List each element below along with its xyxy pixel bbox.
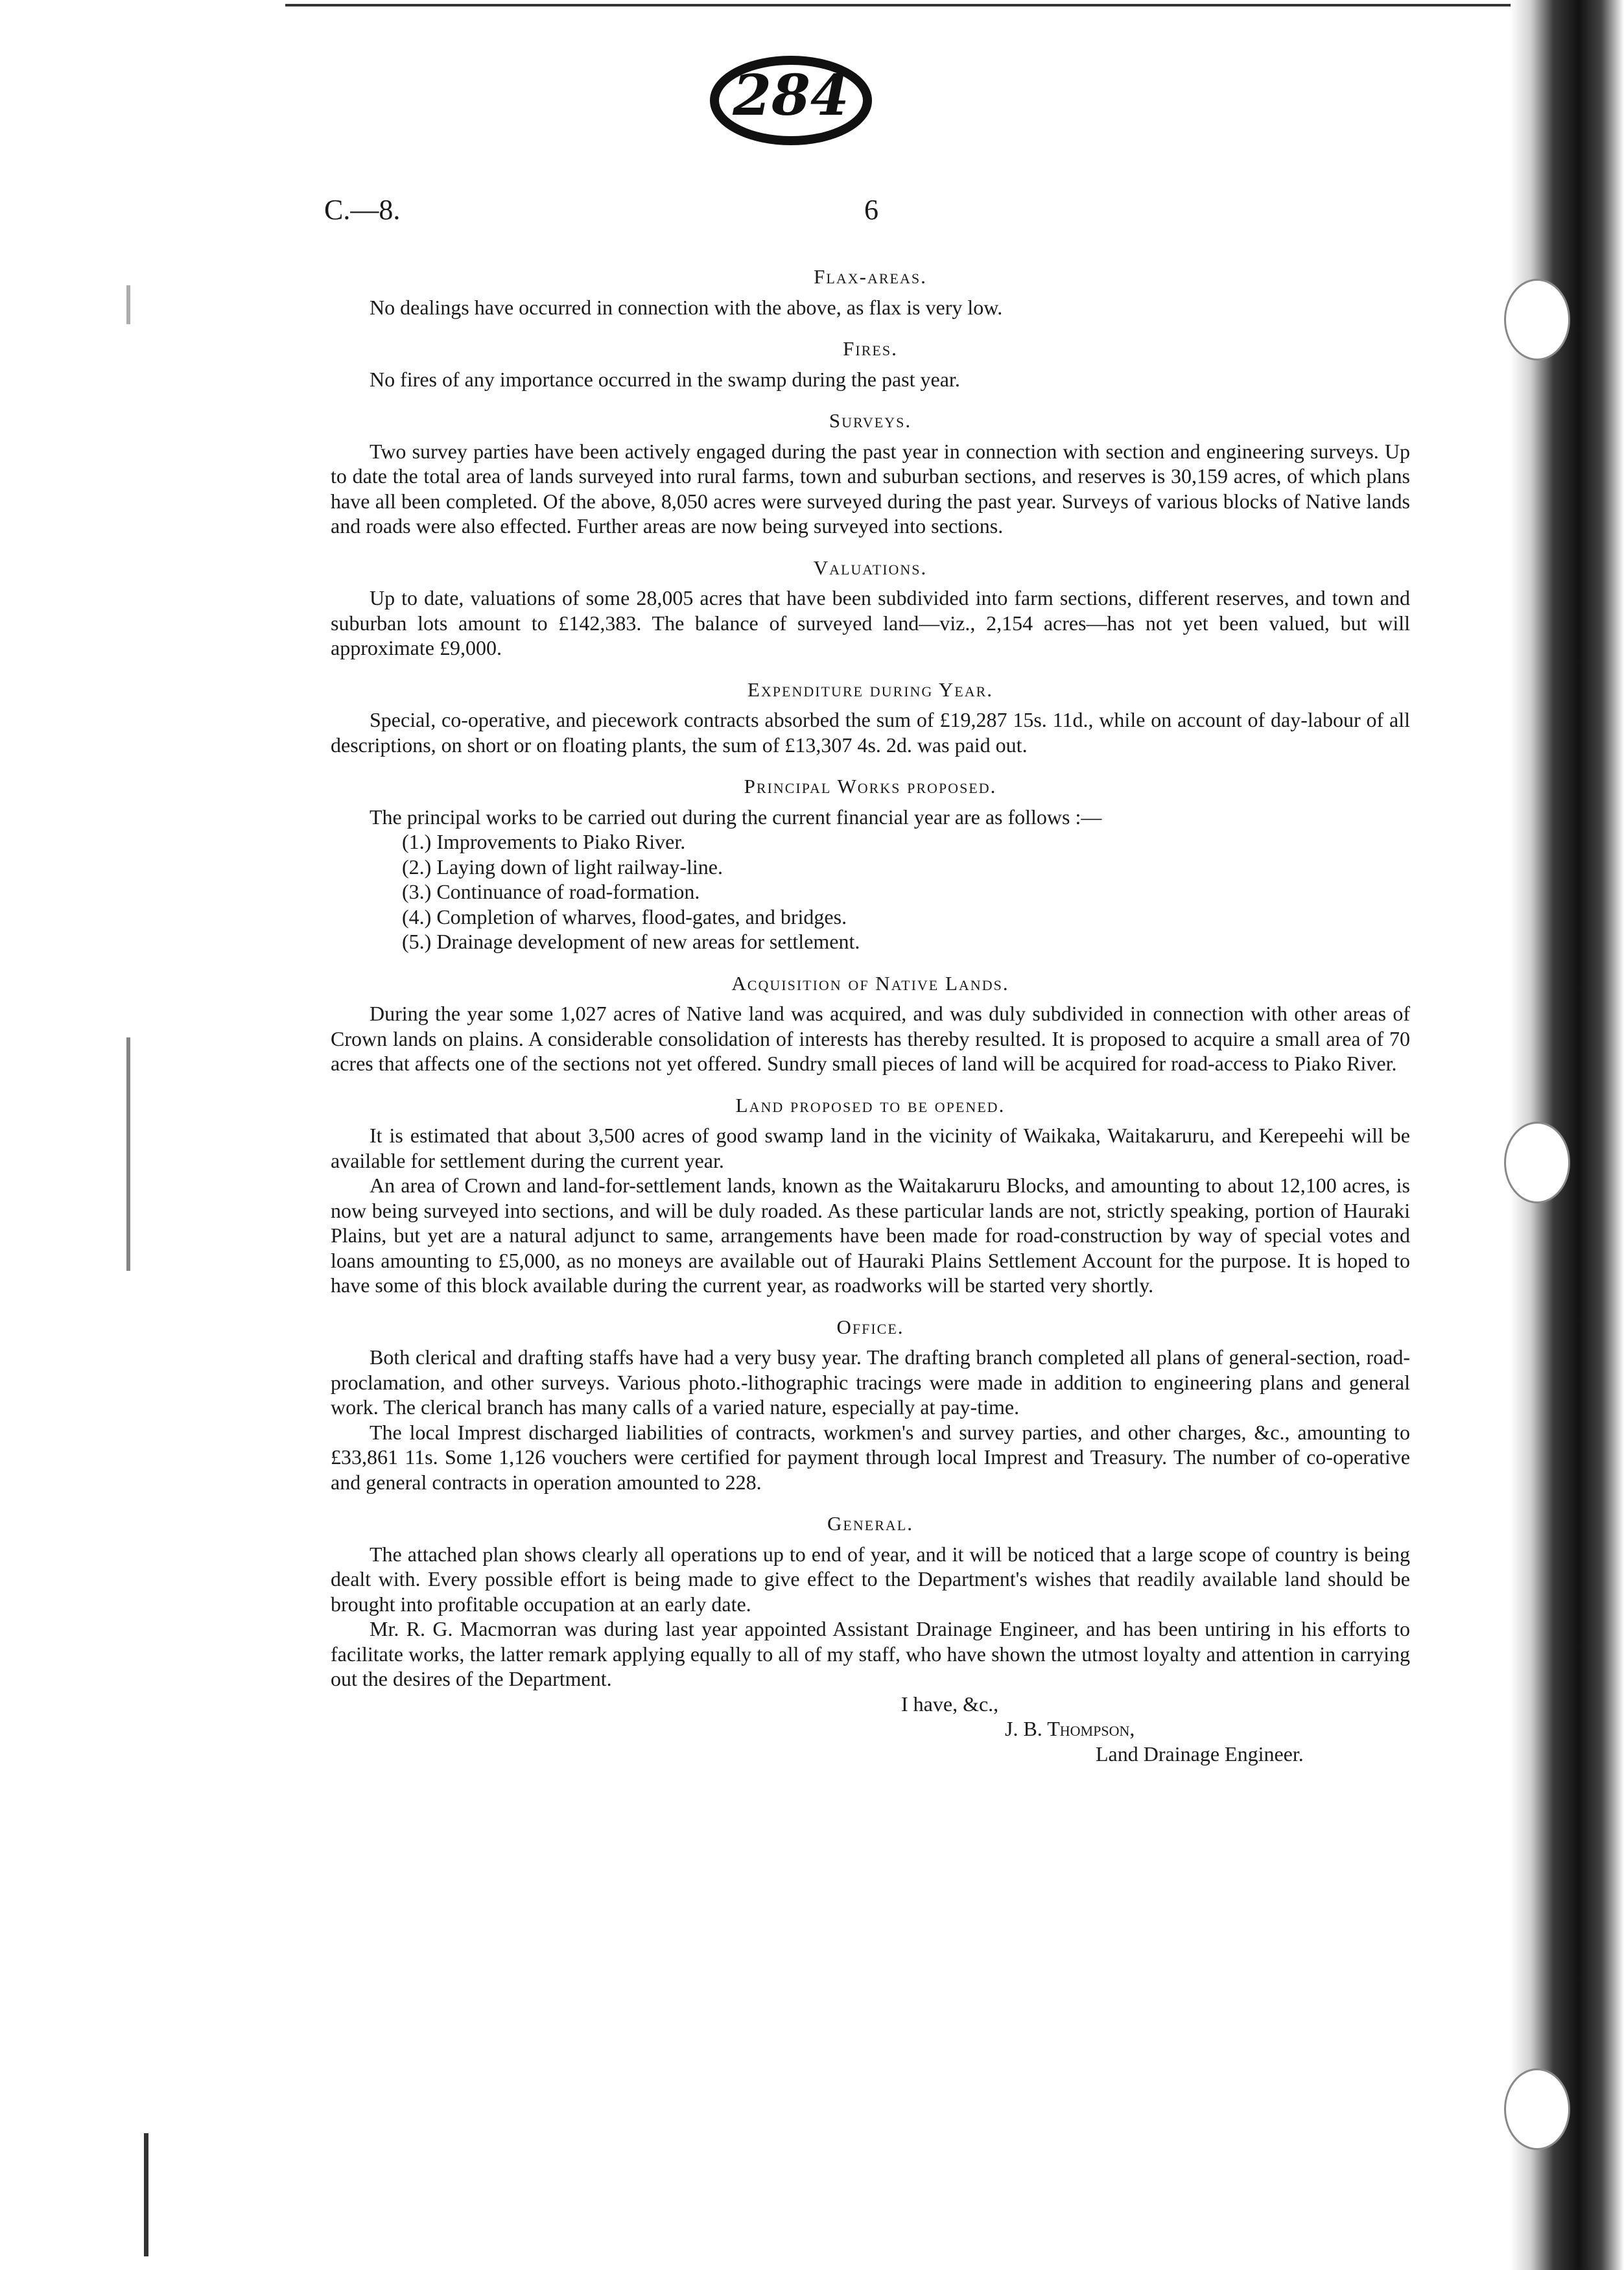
paragraph: Up to date, valuations of some 28,005 acres that have been subdivided into farm sections, different reserves, and town and suburban lots amount to £142,383. The balance of surveyed land—viz., 2,154 acres—has not yet been valued, but will approximate £9,000. bbox=[331, 586, 1410, 659]
section-heading: Office. bbox=[836, 1315, 904, 1338]
section-heading: Valuations. bbox=[813, 556, 928, 579]
page-number: 6 bbox=[864, 194, 878, 226]
section-heading: Surveys. bbox=[829, 409, 912, 432]
paragraph: Mr. R. G. Macmorran was during last year appointed Assistant Drainage Engineer, and has been untiring in his efforts to facilitate works, the latter remark applying equally to all of my staff, who have shown the utmost loyalty and attention in carrying out the desires of the Department. bbox=[331, 1617, 1410, 1690]
paragraph: During the year some 1,027 acres of Native land was acquired, and was duly subdivided in connection with other areas of Crown lands on plains. A considerable consolidation of interests has thereby resulted. It is proposed to acquire a small area of 70 acres that affects one of the sections not yet offered. Sundry small pieces of land will be acquired for road-access to Piako River. bbox=[331, 1002, 1410, 1075]
scan-margin-mark bbox=[126, 285, 130, 324]
paragraph: The principal works to be carried out during the current financial year are as follows :— bbox=[370, 805, 1102, 829]
paragraph: The attached plan shows clearly all operations up to end of year, and it will be noticed that a large scope of country is being dealt with. Every possible effort is being made to give effect to the Department's wishes that readily available land should be brought into profitable occupation at an early date. bbox=[331, 1542, 1410, 1616]
document-body bbox=[331, 265, 1410, 1766]
section-heading: Principal Works proposed. bbox=[744, 775, 997, 798]
punch-hole bbox=[1504, 2068, 1570, 2150]
list-item: (4.) Completion of wharves, flood-gates, and bridges. bbox=[402, 904, 847, 928]
paragraph: Both clerical and drafting staffs have had a very busy year. The drafting branch completed all plans of general-section, road-proclamation, and other surveys. Various photo.-lithographic tracings were made in addition to engineering plans and general work. The clerical branch has many calls of a varied nature, especially at pay-time. bbox=[331, 1345, 1410, 1419]
section-heading: Fires. bbox=[843, 337, 898, 360]
handwritten-page-stamp bbox=[707, 36, 875, 159]
works-list bbox=[331, 829, 1410, 954]
signature-block bbox=[331, 1692, 1410, 1767]
paragraph: It is estimated that about 3,500 acres of good swamp land in the vicinity of Waikaka, Waitakaruru, and Kerepeehi will be available for settlement during the current year. bbox=[331, 1124, 1410, 1172]
signatory-title: Land Drainage Engineer. bbox=[1096, 1742, 1304, 1766]
section-heading: Land proposed to be opened. bbox=[735, 1093, 1006, 1117]
section-heading: Acquisition of Native Lands. bbox=[731, 971, 1009, 995]
document-reference: C.—8. bbox=[324, 194, 401, 226]
punch-hole bbox=[1504, 1122, 1570, 1203]
list-item: (5.) Drainage development of new areas for settlement. bbox=[402, 930, 860, 953]
paragraph: The local Imprest discharged liabilities of contracts, workmen's and survey parties, and other charges, &c., amounting to £33,861 11s. Some 1,126 vouchers were certified for payment through local Imprest and Treasury. The number of co-operative and general contracts in operation amounted to 228. bbox=[331, 1420, 1410, 1494]
scan-top-rule bbox=[285, 4, 1549, 6]
scan-margin-mark bbox=[144, 2133, 148, 2256]
list-item: (1.) Improvements to Piako River. bbox=[402, 830, 686, 853]
stamp-number: 284 bbox=[733, 63, 849, 128]
closing: I have, &c., bbox=[901, 1692, 999, 1716]
paragraph: An area of Crown and land-for-settlement lands, known as the Waitakaruru Blocks, and amounting to about 12,100 acres, is now being surveyed into sections, and will be duly roaded. As these particular lands are not, strictly speaking, portion of Hauraki Plains, but yet are a natural adjunct to same, arrangements have been made for road-construction by way of special votes and loans amounting to £5,000, as no moneys are available out of Hauraki Plains Settlement Account for the purpose. It is hoped to have some of this block available during the current year, as roadworks will be started very shortly. bbox=[331, 1174, 1410, 1297]
list-item: (3.) Continuance of road-formation. bbox=[402, 880, 700, 903]
scan-margin-mark bbox=[126, 1037, 130, 1271]
section-heading: Flax-areas. bbox=[814, 265, 927, 288]
signatory-name: J. B. Thompson, bbox=[1005, 1717, 1135, 1740]
paragraph: Two survey parties have been actively engaged during the past year in connection with section and engineering surveys. Up to date the total area of lands surveyed into rural farms, town and suburban sections, and reserves is 30,159 acres, of which plans have all been completed. Of the above, 8,050 acres were surveyed during the past year. Surveys of various blocks of Native lands and roads were also effected. Further areas are now being surveyed into sections. bbox=[331, 439, 1410, 538]
punch-hole bbox=[1504, 279, 1570, 361]
section-heading: General. bbox=[827, 1512, 913, 1535]
paragraph: No dealings have occurred in connection with the above, as flax is very low. bbox=[370, 295, 1003, 319]
paragraph: No fires of any importance occurred in the swamp during the past year. bbox=[370, 367, 960, 391]
list-item: (2.) Laying down of light railway-line. bbox=[402, 855, 723, 879]
section-heading: Expenditure during Year. bbox=[747, 678, 994, 701]
paragraph: Special, co-operative, and piecework contracts absorbed the sum of £19,287 15s. 11d., while on account of day-labour of all descriptions, on short or on floating plants, the sum of £13,307 4s. 2d. was paid out. bbox=[331, 708, 1410, 757]
